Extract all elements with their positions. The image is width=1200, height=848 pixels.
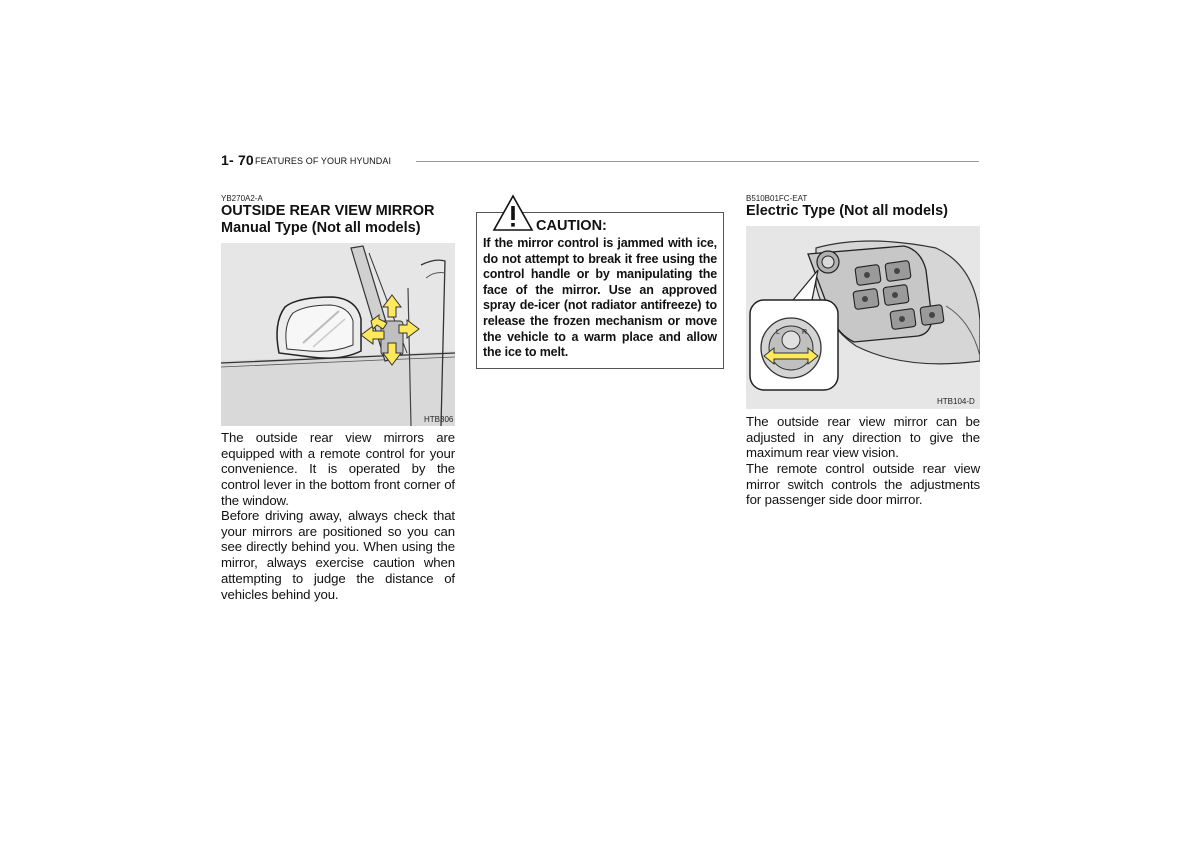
section-code-electric: B510B01FC-EAT <box>746 194 808 203</box>
warning-triangle-icon <box>492 194 534 232</box>
section-title: FEATURES OF YOUR HYUNDAI <box>255 156 392 166</box>
left-paragraph-2: Before driving away, always check that your mirrors are positioned so you can see directly behind you. When using the mirror, always exercise caution when attempting to judge the distance of vehicles behind you. <box>221 508 455 602</box>
section-code: YB270A2-A <box>221 194 263 203</box>
manual-mirror-figure <box>221 243 455 426</box>
page-number: 1- 70 <box>221 152 254 168</box>
electric-type-heading: Electric Type (Not all models) <box>746 203 948 219</box>
caution-box <box>476 212 724 369</box>
caution-title: CAUTION: <box>536 218 607 234</box>
manual-mirror-illustration <box>221 243 455 426</box>
electric-mirror-switch-illustration <box>746 226 980 409</box>
figure-caption-htb104d: HTB104-D <box>937 397 975 406</box>
right-paragraph-2: The remote control outside rear view mirror switch controls the adjustments for passenger side door mirror. <box>746 461 980 508</box>
electric-mirror-figure <box>746 226 980 409</box>
figure-caption-htb306: HTB306 <box>424 415 454 424</box>
right-paragraph-1: The outside rear view mirror can be adjusted in any direction to give the maximum rear view vision. <box>746 414 980 461</box>
caution-text: If the mirror control is jammed with ice, do not attempt to break it free using the control handle or by manipulating the face of the mirror. Use an approved spray de-icer (not radiator antifreeze) to release the frozen mechanism or move the vehicle to a warm place and allow the ice to melt. <box>483 236 717 360</box>
section-heading: OUTSIDE REAR VIEW MIRROR <box>221 203 435 219</box>
switch-label-l: L <box>776 329 780 336</box>
subsection-heading: Manual Type (Not all models) <box>221 220 421 236</box>
switch-label-r: R <box>802 329 808 336</box>
left-paragraph-1: The outside rear view mirrors are equipped with a remote control for your convenience. It is operated by the control lever in the bottom front corner of the window. <box>221 430 455 508</box>
header-rule <box>416 161 979 162</box>
